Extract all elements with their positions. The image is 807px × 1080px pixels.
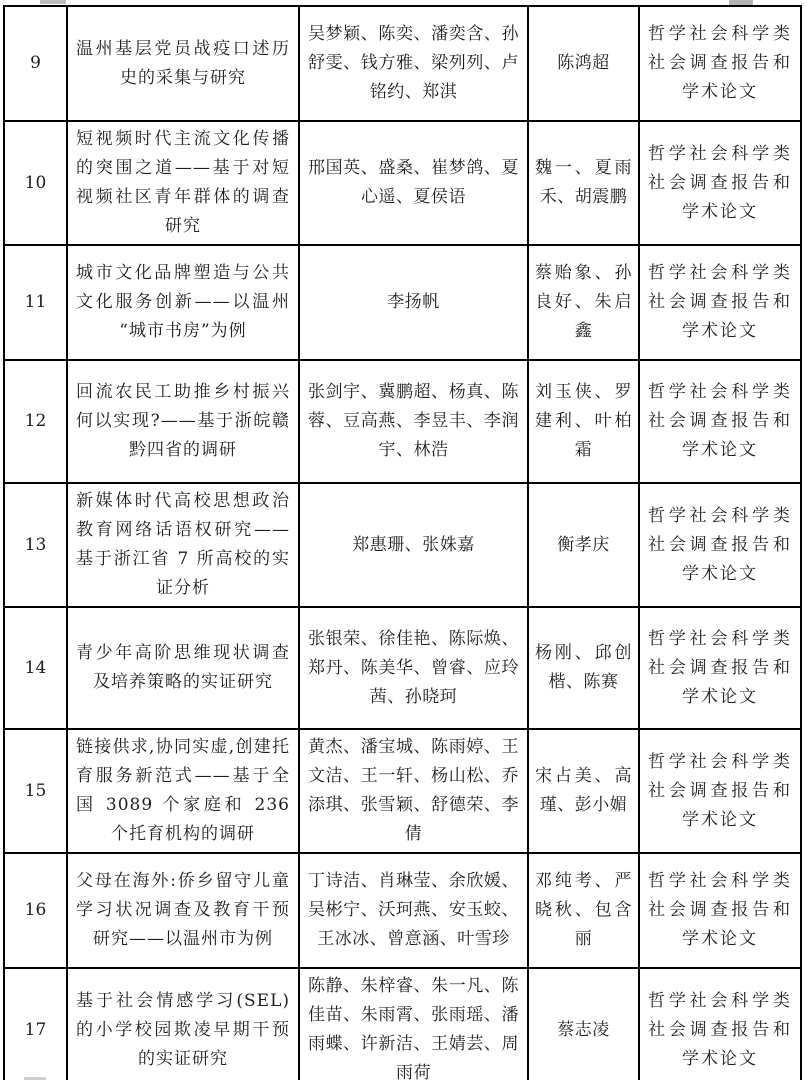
category-cell: 哲学社会科学类社会调查报告和学术论文 <box>639 360 801 483</box>
table-row <box>4 607 801 729</box>
project-title-cell: 链接供求,协同实虚,创建托育服务新范式——基于全国 3089 个家庭和 236 个托育机构的调研 <box>67 729 299 853</box>
advisors-cell: 宋占美、高瑾、彭小媚 <box>528 729 639 853</box>
team-members-cell: 黄杰、潘宝城、陈雨婷、王文洁、王一轩、杨山松、乔添琪、张雪颖、舒德荣、李倩 <box>299 729 528 853</box>
table-body <box>4 6 801 1080</box>
team-members-cell: 吴梦颖、陈奕、潘奕含、孙舒雯、钱方雅、梁列列、卢铭约、郑淇 <box>299 6 528 121</box>
team-members-cell: 张剑宇、冀鹏超、杨真、陈蓉、豆高燕、李昱丰、李润宇、林浩 <box>299 360 528 483</box>
category-cell: 哲学社会科学类社会调查报告和学术论文 <box>639 853 801 968</box>
advisors-cell: 杨刚、邱创楷、陈赛 <box>528 607 639 729</box>
row-number-cell: 15 <box>4 729 67 853</box>
table-row <box>4 968 801 1080</box>
table-row <box>4 121 801 245</box>
row-number-cell: 9 <box>4 6 67 121</box>
row-number-cell: 13 <box>4 483 67 607</box>
advisors-cell: 陈鸿超 <box>528 6 639 121</box>
table-row <box>4 853 801 968</box>
team-members-cell: 丁诗洁、肖琳莹、余欣媛、吴彬宁、沃珂燕、安玉蛟、王冰冰、曾意涵、叶雪珍 <box>299 853 528 968</box>
project-title-cell: 新媒体时代高校思想政治教育网络话语权研究——基于浙江省 7 所高校的实证分析 <box>67 483 299 607</box>
advisors-cell: 刘玉侠、罗建利、叶柏霜 <box>528 360 639 483</box>
project-title-cell: 青少年高阶思维现状调查及培养策略的实证研究 <box>67 607 299 729</box>
project-title-cell: 父母在海外:侨乡留守儿童学习状况调查及教育干预研究——以温州市为例 <box>67 853 299 968</box>
table-row <box>4 483 801 607</box>
advisors-cell: 蔡志凌 <box>528 968 639 1080</box>
project-title-cell: 回流农民工助推乡村振兴何以实现?——基于浙皖赣黔四省的调研 <box>67 360 299 483</box>
row-number-cell: 14 <box>4 607 67 729</box>
category-cell: 哲学社会科学类社会调查报告和学术论文 <box>639 968 801 1080</box>
row-number-cell: 17 <box>4 968 67 1080</box>
row-number-cell: 12 <box>4 360 67 483</box>
advisors-cell: 魏一、夏雨禾、胡震鹏 <box>528 121 639 245</box>
table-row <box>4 729 801 853</box>
advisors-cell: 邓纯考、严晓秋、包含丽 <box>528 853 639 968</box>
clipped-content-fragment-top-left <box>40 0 66 4</box>
category-cell: 哲学社会科学类社会调查报告和学术论文 <box>639 483 801 607</box>
team-members-cell: 郑惠珊、张姝嘉 <box>299 483 528 607</box>
row-number-cell: 16 <box>4 853 67 968</box>
project-title-cell: 温州基层党员战疫口述历史的采集与研究 <box>67 6 299 121</box>
row-number-cell: 11 <box>4 245 67 360</box>
project-title-cell: 短视频时代主流文化传播的突围之道——基于对短视频社区青年群体的调查研究 <box>67 121 299 245</box>
category-cell: 哲学社会科学类社会调查报告和学术论文 <box>639 245 801 360</box>
team-members-cell: 陈静、朱梓睿、朱一凡、陈佳苗、朱雨霄、张雨瑶、潘雨蝶、许新洁、王婧芸、周雨荷 <box>299 968 528 1080</box>
category-cell: 哲学社会科学类社会调查报告和学术论文 <box>639 121 801 245</box>
table-row <box>4 6 801 121</box>
advisors-cell: 蔡贻象、孙良好、朱启鑫 <box>528 245 639 360</box>
table-row <box>4 245 801 360</box>
category-cell: 哲学社会科学类社会调查报告和学术论文 <box>639 729 801 853</box>
team-members-cell: 张银荣、徐佳艳、陈际焕、郑丹、陈美华、曾睿、应玲茜、孙晓珂 <box>299 607 528 729</box>
project-title-cell: 基于社会情感学习(SEL)的小学校园欺凌早期干预的实证研究 <box>67 968 299 1080</box>
project-list-table <box>3 5 802 1080</box>
advisors-cell: 衡孝庆 <box>528 483 639 607</box>
team-members-cell: 李扬帆 <box>299 245 528 360</box>
project-title-cell: 城市文化品牌塑造与公共文化服务创新——以温州“城市书房”为例 <box>67 245 299 360</box>
team-members-cell: 邢国英、盛桑、崔梦鸽、夏心遥、夏侯语 <box>299 121 528 245</box>
category-cell: 哲学社会科学类社会调查报告和学术论文 <box>639 607 801 729</box>
category-cell: 哲学社会科学类社会调查报告和学术论文 <box>639 6 801 121</box>
table-row <box>4 360 801 483</box>
row-number-cell: 10 <box>4 121 67 245</box>
